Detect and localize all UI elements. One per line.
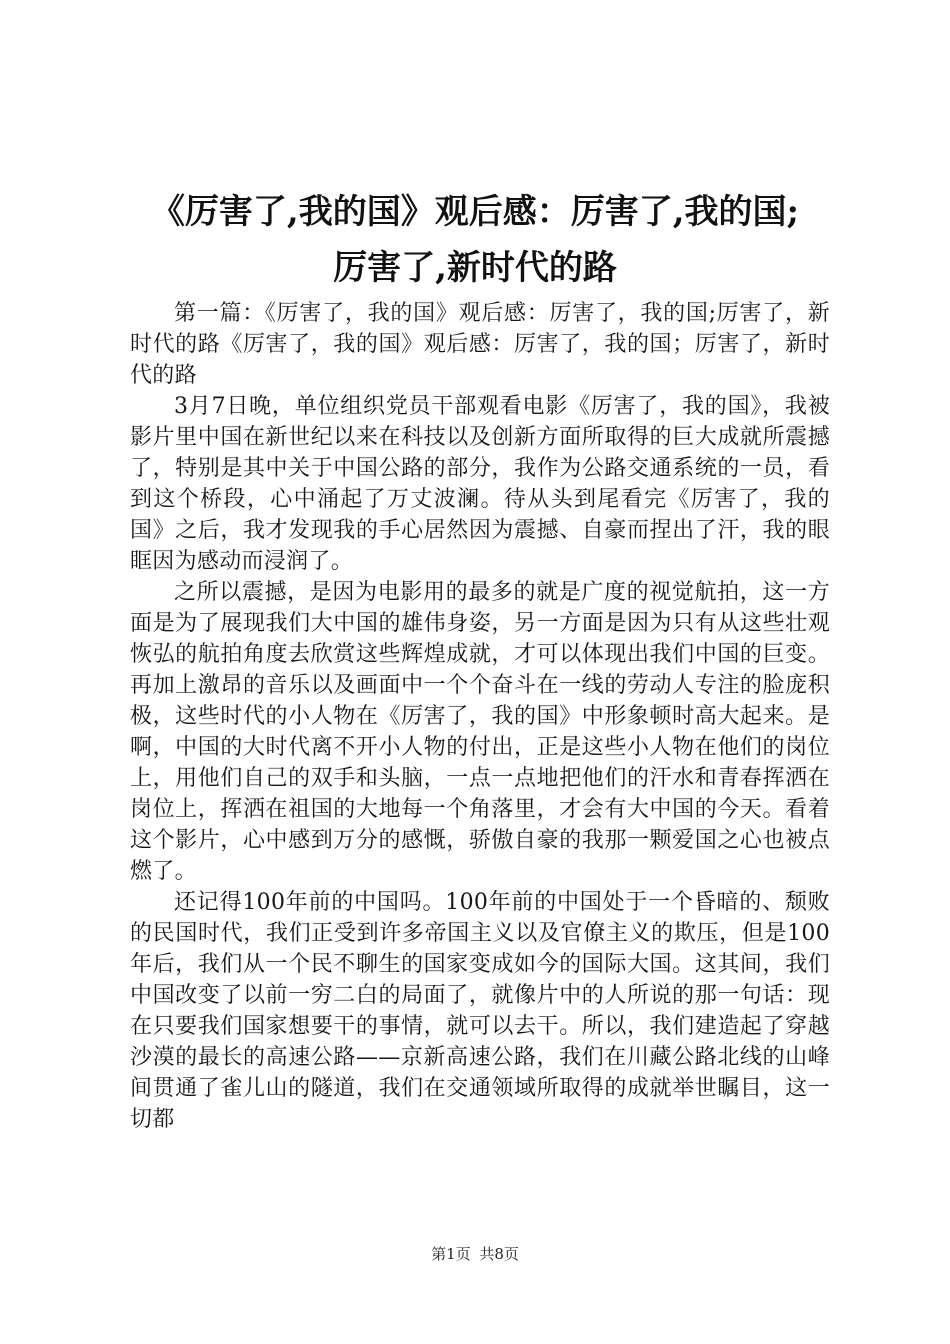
page-footer xyxy=(0,1244,950,1264)
document-body xyxy=(130,298,830,1135)
paragraph-4: 还记得100年前的中国吗。100年前的中国处于一个昏暗的、颓败的民国时代，我们正受到许多帝国主义以及官僚主义的欺压，但是100年后，我们从一个民不聊生的国家变成如今的国际大国。这其间，我们中国改变了以前一穷二白的局面了，就像片中的人所说的那一句话：现在只要我们国家想要干的事情，就可以去干。所以，我们建造起了穿越沙漠的最长的高速公路——京新高速公路，我们在川藏公路北线的山峰间贯通了雀儿山的隧道，我们在交通领域所取得的成就举世瞩目，这一切都 xyxy=(130,890,830,1132)
total-pages: 共8页 xyxy=(479,1245,519,1263)
page-number: 第1页 xyxy=(431,1245,471,1263)
document-title-line-1: 《厉害了,我的国》观后感：厉害了,我的国; xyxy=(150,192,800,232)
paragraph-3: 之所以震撼，是因为电影用的最多的就是广度的视觉航拍，这一方面是为了展现我们大中国的雄伟身姿，另一方面是因为只有从这些壮观恢弘的航拍角度去欣赏这些辉煌成就，才可以体现出我们中国的巨变。再加上激昂的音乐以及画面中一个个奋斗在一线的劳动人专注的脸庞积极，这些时代的小人物在《厉害了，我的国》中形象顿时高大起来。是啊，中国的大时代离不开小人物的付出，正是这些小人物在他们的岗位上，用他们自己的双手和头脑，一点一点地把他们的汗水和青春挥洒在岗位上，挥洒在祖国的大地每一个角落里，才会有大中国的今天。看着这个影片，心中感到万分的感慨，骄傲自豪的我那一颗爱国之心也被点燃了。 xyxy=(130,580,830,884)
document-title-line-2: 厉害了,新时代的路 xyxy=(333,248,617,288)
paragraph-1: 第一篇：《厉害了，我的国》观后感：厉害了，我的国;厉害了，新时代的路《厉害了，我的国》观后感：厉害了，我的国；厉害了，新时代的路 xyxy=(130,301,830,388)
paragraph-2: 3月7日晚，单位组织党员干部观看电影《厉害了，我的国》，我被影片里中国在新世纪以来在科技以及创新方面所取得的巨大成就所震撼了，特别是其中关于中国公路的部分，我作为公路交通系统的一员，看到这个桥段，心中涌起了万丈波澜。待从头到尾看完《厉害了，我的国》之后，我才发现我的手心居然因为震撼、自豪而捏出了汗，我的眼眶因为感动而浸润了。 xyxy=(130,394,830,574)
